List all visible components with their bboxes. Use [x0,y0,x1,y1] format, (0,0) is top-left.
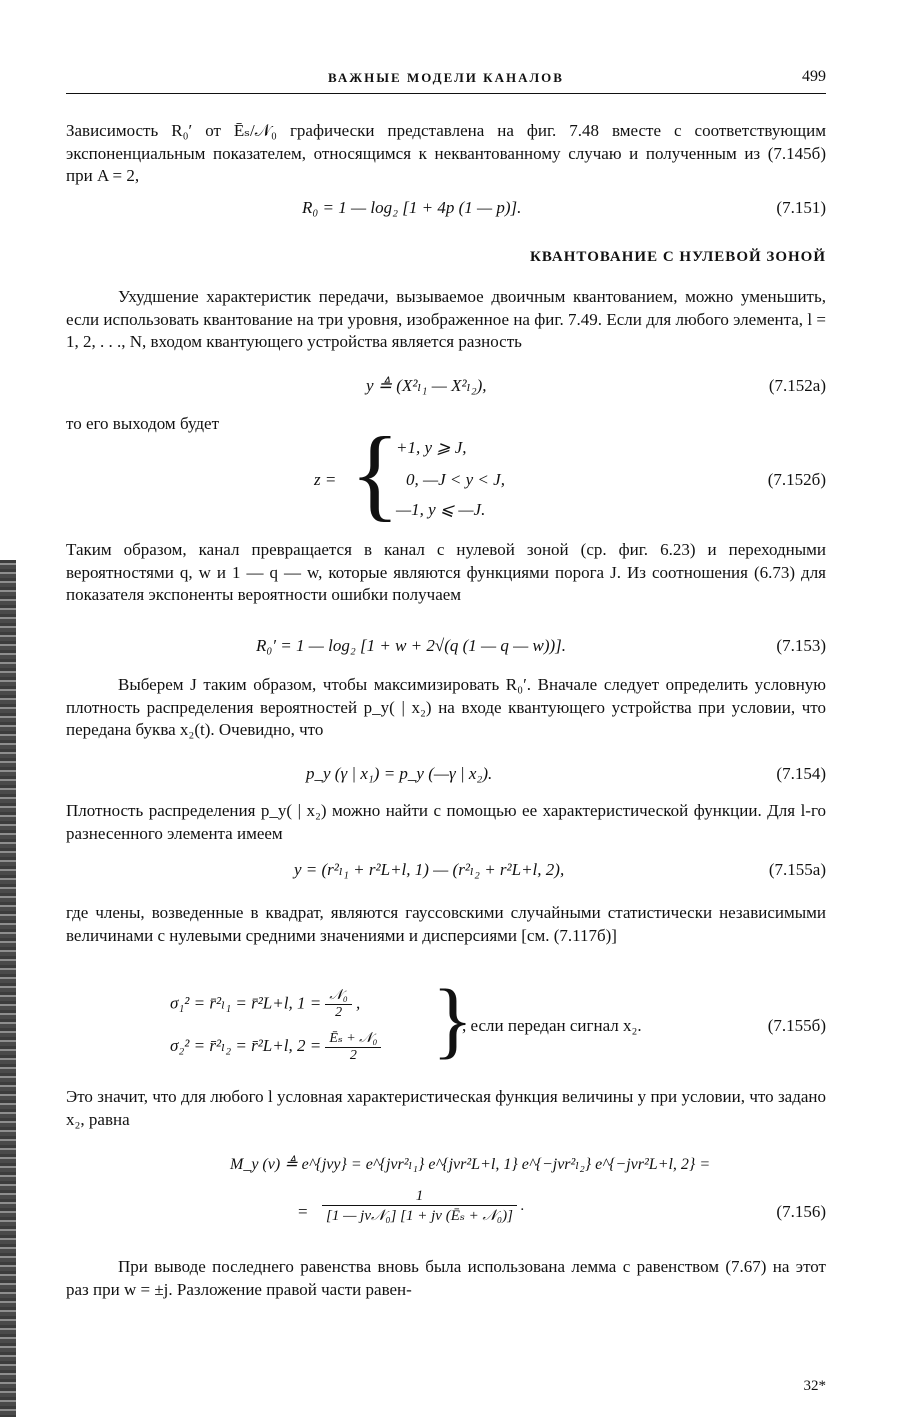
char-function-line-1: M_y (ν) ≜ e^{jνy} = e^{jνr²ₗ₁} e^{jνr²L+l, 1} e^{−jνr²ₗ₂} e^{−jνr²L+l, 2} = [230,1156,711,1173]
fraction-3 [322,1188,517,1225]
page-header [66,70,826,92]
equation-formula: R₀′ = 1 — log₂ [1 + w + 2√(q (1 — q — w))]. [256,636,567,655]
equation-7-156 [66,1150,826,1242]
fraction-2-denominator: 2 [349,1048,357,1063]
equation-number: (7.151) [776,198,826,217]
equation-number: (7.156) [776,1202,826,1221]
scan-edge-shadow [0,560,16,1417]
page-number: 499 [802,68,826,85]
paragraph-5: Выберем J таким образом, чтобы максимизировать R₀′. Вначале следует определить условную плотность распределения вероятностей p_y( | x₂) на входе квантующего устройства при условии, что передана буква x₂(t). Очевидно, что [66,675,826,740]
equation-7-155b [66,971,826,1068]
fraction-3-denominator: [1 — jν𝒩₀] [1 + jν (Ēₛ + 𝒩₀)] [326,1208,513,1224]
equation-7-153 [66,636,826,662]
paragraph-9: При выводе последнего равенства вновь была использована лемма с равенством (7.67) на этот раз при w = ±j. Разложение правой части равен- [66,1257,826,1299]
variance-expr-1: σ₁² = r̄²ₗ₁ = r̄²L+l, 1 = [170,993,322,1013]
left-brace: { [350,416,400,531]
right-brace: } [432,971,474,1067]
equation-formula: R₀ = 1 — log₂ [1 + 4p (1 — p)]. [302,198,522,217]
paragraph-1: Зависимость R₀′ от Ēₛ/𝒩₀ графически представлена на фиг. 7.48 вместе с соответствующим экспоненциальным показателем, относящимся к неквантованному случаю и полученным из (7.145б) при A = 2, [66,121,826,186]
equation-formula: y = (r²ₗ₁ + r²L+l, 1) — (r²ₗ₂ + r²L+l, 2), [294,860,565,879]
equation-number: (7.155а) [768,860,826,879]
equation-formula: p_y (γ | x₁) = p_y (—γ | x₂). [306,764,493,783]
equation-lhs: z = [314,470,337,489]
running-head: ВАЖНЫЕ МОДЕЛИ КАНАЛОВ [328,70,564,85]
signature-mark: 32* [803,1378,826,1394]
fraction-2-numerator: Ēₛ + 𝒩₀ [325,1030,381,1048]
section-title: КВАНТОВАНИЕ С НУЛЕВОЙ ЗОНОЙ [529,249,826,265]
condition-text: , если передан сигнал x₂. [462,1016,642,1035]
equation-number: (7.155б) [767,1016,826,1035]
equation-7-151 [66,198,826,224]
paragraph-2: Ухудшение характеристик передачи, вызываемое двоичным квантованием, можно уменьшить, если использовать квантование на три уровня, изображенное на фиг. 7.49. Если для любого элемента, l = 1, 2, . . ., N, входом квантующего устройства является разность [66,287,826,352]
equation-number: (7.154) [776,764,826,783]
equation-7-154 [66,764,826,790]
equation-number: (7.153) [776,636,826,655]
fraction-1 [325,988,351,1021]
paragraph-3: то его выходом будет [66,414,219,433]
paragraph-8: Это значит, что для любого l условная характеристическая функция величины y при условии, что задано x₂, равна [66,1087,826,1129]
equation-7-152a [66,376,826,402]
fraction-3-numerator: 1 [322,1188,517,1206]
case-line-3: —1, y ⩽ —J. [396,500,486,519]
equation-number: (7.152б) [767,470,826,489]
eq-sign: = [298,1202,308,1221]
paragraph-6: Плотность распределения p_y( | x₂) можно найти с помощью ее характеристической функции. Для l-го разнесенного элемента имеем [66,801,826,843]
paragraph-7: где члены, возведенные в квадрат, являются гауссовскими случайными статистически независимыми величинами с нулевыми средними значениями и дисперсиями [см. (7.117б)] [66,903,826,945]
char-function-line-2 [322,1188,524,1225]
case-line-2: 0, —J < y < J, [406,470,505,489]
period: . [520,1197,525,1214]
variance-line-2 [170,1030,381,1064]
header-rule [66,93,826,94]
fraction-2 [325,1030,381,1064]
variance-line-1 [170,988,360,1021]
variance-expr-2: σ₂² = r̄²ₗ₂ = r̄²L+l, 2 = [170,1035,322,1055]
paragraph-4: Таким образом, канал превращается в канал с нулевой зоной (ср. фиг. 6.23) и переходными вероятностями q, w и 1 — q — w, которые являются функциями порога J. Из соотношения (6.73) для показателя экспоненты вероятности ошибки получаем [66,540,826,605]
equation-7-155a [66,860,826,886]
comma: , [355,993,361,1013]
fraction-1-denominator: 2 [335,1005,343,1020]
case-line-1: +1, y ⩾ J, [396,438,467,457]
fraction-1-numerator: 𝒩₀ [325,988,351,1005]
equation-number: (7.152а) [768,376,826,395]
equation-formula: y ≜ (X²ₗ₁ — X²ₗ₂), [366,376,487,395]
